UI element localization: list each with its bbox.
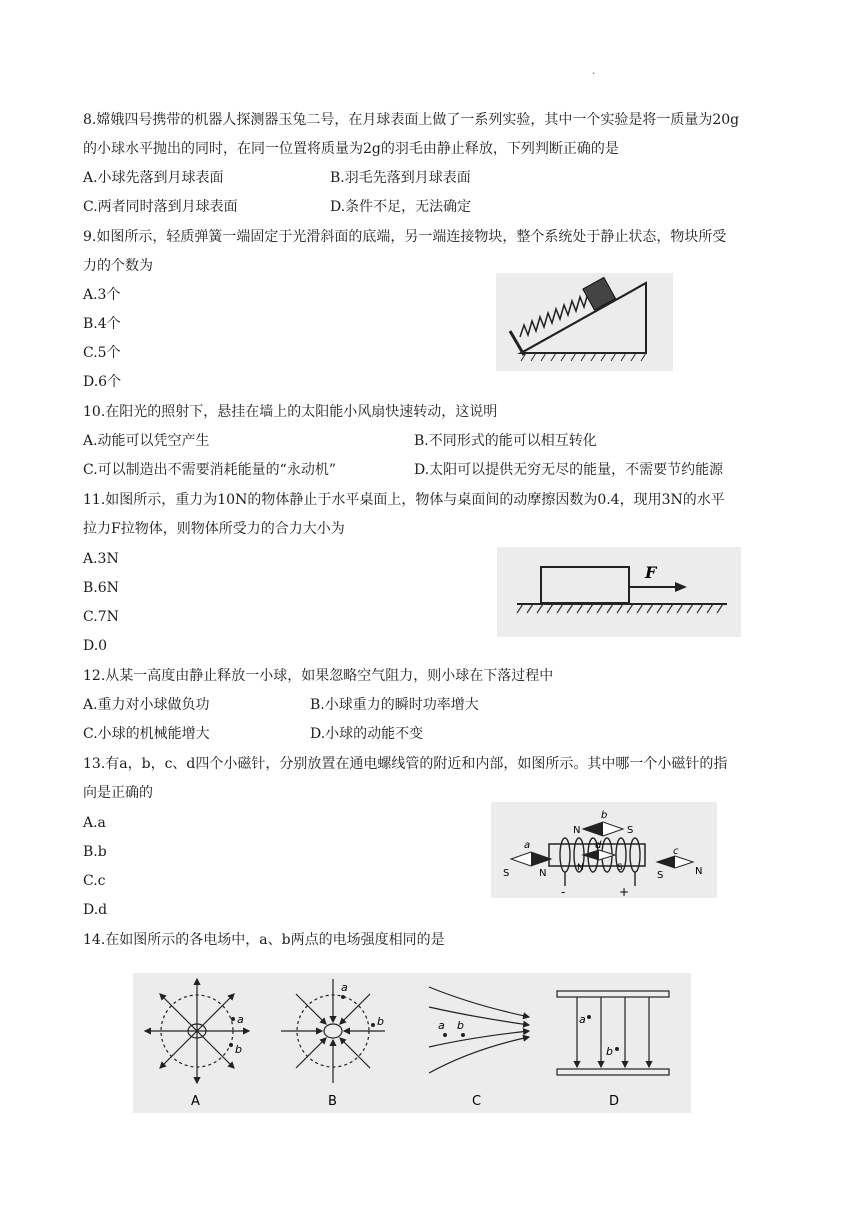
- q10-stem: 10.在阳光的照射下，悬挂在墙上的太阳能小风扇快速转动，这说明: [83, 404, 498, 420]
- q9-stem-line2: 力的个数为: [83, 258, 153, 274]
- needle-c: [657, 856, 693, 868]
- q13-stem-line1: 13.有a，b，c、d四个小磁针，分别放置在通电螺线管的附近和内部，如图所示。其中哪一个小磁针的指: [83, 756, 728, 772]
- q10-option-c: C.可以制造出不需要消耗能量的“永动机”: [83, 462, 336, 478]
- q11-option-c: C.7N: [83, 609, 119, 625]
- panel-d-point-a: a: [579, 1013, 586, 1026]
- wall-stop: [510, 331, 524, 355]
- panel-a-point-b: b: [235, 1043, 242, 1056]
- spring: [520, 293, 588, 337]
- q9-option-b: B.4个: [83, 316, 121, 332]
- q9-stem-line1: 9.如图所示，轻质弹簧一端固定于光滑斜面的底端，另一端连接物块，整个系统处于静止状态，物块所受: [83, 229, 727, 245]
- needle-a-north: N: [539, 868, 547, 879]
- q9-figure-incline-spring: [496, 273, 673, 371]
- force-label: F: [645, 563, 657, 582]
- panel-c-point-a: a: [438, 1019, 445, 1032]
- q8-stem-line2: 的小球水平抛出的同时，在同一位置将质量为2g的羽毛由静止释放，下列判断正确的是: [83, 141, 619, 157]
- panel-b-point-b: b: [377, 1015, 384, 1028]
- needle-c-label: c: [673, 846, 679, 857]
- q9-option-d: D.6个: [83, 374, 122, 390]
- needle-c-north: N: [695, 866, 703, 877]
- panel-d-label: D: [609, 1094, 620, 1109]
- panel-a-label: A: [191, 1094, 200, 1109]
- q12-option-a: A.重力对小球做负功: [83, 697, 210, 713]
- block: [583, 277, 616, 310]
- panel-c-label: C: [472, 1094, 482, 1109]
- needle-a-south: S: [503, 868, 510, 879]
- q11-stem-line1: 11.如图所示，重力为10N的物体静止于水平桌面上，物体与桌面间的动摩擦因数为0.4，现用3N的水平: [83, 492, 725, 508]
- panel-a-point-a: a: [237, 1013, 244, 1026]
- terminal-minus: -: [561, 885, 566, 898]
- q8-option-d: D.条件不足，无法确定: [330, 199, 472, 215]
- terminal-plus: +: [619, 885, 630, 898]
- panel-b-point-a: a: [341, 981, 348, 994]
- panel-b-label: B: [328, 1094, 337, 1109]
- q11-option-b: B.6N: [83, 580, 119, 596]
- panel-d-point-b: b: [606, 1045, 613, 1058]
- header-dot: .: [592, 66, 596, 77]
- q12-option-d: D.小球的动能不变: [310, 726, 424, 742]
- q12-option-c: C.小球的机械能增大: [83, 726, 210, 742]
- q9-option-c: C.5个: [83, 345, 121, 361]
- q11-figure-block-force: [497, 547, 741, 637]
- q13-option-d: D.d: [83, 902, 108, 918]
- q9-option-a: A.3个: [83, 287, 121, 303]
- q12-option-b: B.小球重力的瞬时功率增大: [310, 697, 479, 713]
- q13-option-c: C.c: [83, 873, 106, 889]
- q11-stem-line2: 拉力F拉物体，则物体所受力的合力大小为: [83, 521, 345, 537]
- q8-option-a: A.小球先落到月球表面: [83, 170, 224, 186]
- panel-c-point-b: b: [457, 1019, 464, 1032]
- needle-b-label: b: [601, 810, 608, 821]
- panel-b-negative-charge-field: [281, 979, 385, 1083]
- needle-d-label: d: [595, 840, 602, 851]
- needle-c-south: S: [657, 870, 664, 881]
- q14-figure-electric-fields: [133, 973, 691, 1113]
- q11-option-a: A.3N: [83, 551, 119, 567]
- needle-a: [511, 852, 551, 866]
- q14-stem: 14.在如图所示的各电场中，a、b两点的电场强度相同的是: [83, 932, 445, 948]
- q10-option-a: A.动能可以凭空产生: [83, 433, 210, 449]
- panel-a-positive-charge-field: [145, 979, 249, 1083]
- needle-d-north: N: [577, 863, 584, 873]
- q8-option-c: C.两者同时落到月球表面: [83, 199, 238, 215]
- q12-stem: 12.从某一高度由静止释放一小球，如果忽略空气阻力，则小球在下落过程中: [83, 668, 554, 684]
- needle-d-south: S: [617, 863, 623, 873]
- needle-a-label: a: [524, 840, 531, 851]
- panel-d-uniform-field: [557, 991, 669, 1075]
- q11-option-d: D.0: [83, 638, 108, 654]
- q13-option-a: A.a: [83, 815, 106, 831]
- needle-b-south: S: [627, 825, 634, 836]
- needle-b: [583, 822, 623, 836]
- q10-option-d: D.太阳可以提供无穷无尽的能量，不需要节约能源: [414, 462, 724, 478]
- q10-option-b: B.不同形式的能可以相互转化: [414, 433, 597, 449]
- q13-option-b: B.b: [83, 844, 107, 860]
- block: [541, 567, 629, 603]
- q13-figure-solenoid: [491, 802, 717, 898]
- q8-stem-line1: 8.嫦娥四号携带的机器人探测器玉兔二号，在月球表面上做了一系列实验，其中一个实验是将一质量为20g: [83, 112, 740, 128]
- q8-option-b: B.羽毛先落到月球表面: [330, 170, 471, 186]
- needle-b-north: N: [573, 825, 581, 836]
- q13-stem-line2: 向是正确的: [83, 785, 153, 801]
